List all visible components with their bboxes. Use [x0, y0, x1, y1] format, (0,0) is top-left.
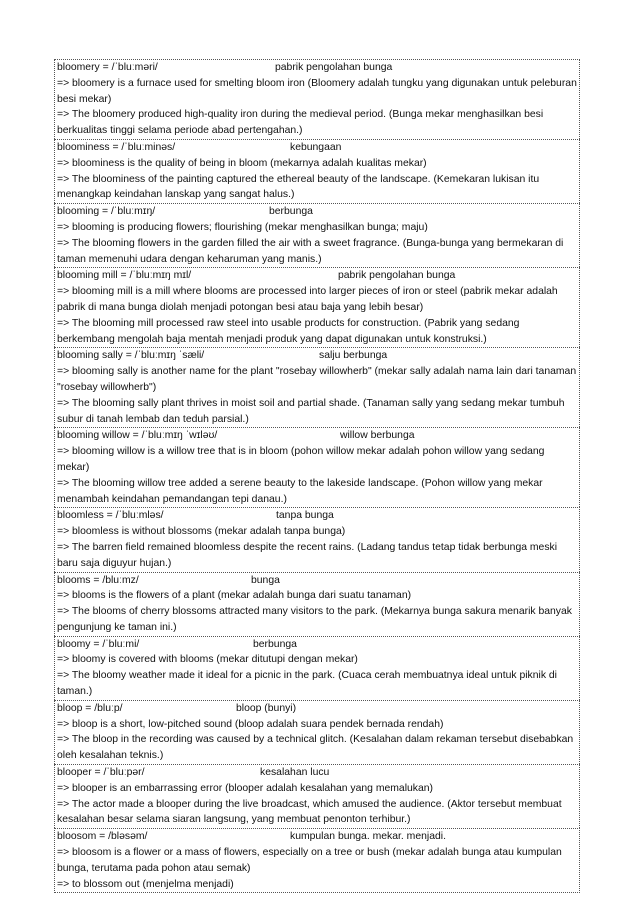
entry-translation: berbunga [269, 206, 313, 218]
entry-example: => The bloomery produced high-quality iron during the medieval period. (Bunga mekar menghasilkan besi berkualitas tinggi selama periode abad pertengahan.) [57, 109, 544, 137]
entry-bloominess [54, 139, 580, 203]
entry-example: => The blooming willow tree added a serene beauty to the lakeside landscape. (Pohon willow yang mekar menambah keindahan pemandangan tepi danau.) [57, 477, 543, 505]
entry-translation: salju berbunga [319, 350, 388, 362]
entry-term: bloomery = /ˈbluːməri/ [57, 62, 158, 73]
entry-definition: => bloominess is the quality of being in bloom (mekarnya adalah kualitas mekar) [57, 157, 427, 169]
entry-term: bloop = /bluːp/ [57, 702, 123, 714]
entry-term: blooms = /bluːmz/ [57, 574, 139, 586]
entry-definition: => bloomery is a furnace used for smelting bloom iron (Bloomery adalah tungku yang digunakan untuk peleburan besi mekar) [57, 77, 577, 105]
entry-translation: pabrik pengolahan bunga [275, 62, 393, 73]
entry-translation: bloop (bunyi) [236, 702, 297, 714]
entry-term: blooming willow = /ˈbluːmɪŋ ˈwɪləʊ/ [57, 430, 218, 442]
entry-bloop [54, 700, 580, 764]
entry-blooms [54, 572, 580, 636]
entry-blooming-mill [54, 267, 580, 347]
entry-definition: => bloomless is without blossoms (mekar adalah tanpa bunga) [57, 526, 346, 538]
entry-term: blooming mill = /ˈbluːmɪŋ mɪl/ [57, 270, 192, 282]
entry-example: => The bloop in the recording was caused by a technical glitch. (Kesalahan dalam rekaman tersebut disebabkan oleh kesalahan teknis.) [57, 734, 574, 762]
entry-translation: pabrik pengolahan bunga [338, 270, 456, 282]
entry-term: blooper = /ˈbluːpər/ [57, 767, 145, 779]
entry-term: bloomy = /ˈbluːmi/ [57, 638, 140, 650]
entry-bloosom [54, 828, 580, 893]
entry-bloomery [54, 59, 580, 139]
entry-example: => The bloominess of the painting captured the ethereal beauty of the landscape. (Kemekaran lukisan itu menangkap keindahan lanskap yang sangat halus.) [57, 173, 540, 201]
entry-term: bloosom = /bləsəm/ [57, 831, 148, 843]
entry-example: => The blooming sally plant thrives in moist soil and partial shade. (Tanaman sally yang sedang mekar tumbuh subur di tanah lembab dan teduh parsial.) [57, 397, 565, 425]
entry-definition: => blooming sally is another name for the plant "rosebay willowherb" (mekar sally adalah nama lain dari tanaman "rosebay willowherb") [57, 366, 577, 393]
entry-term: bloomless = /ˈbluːmləs/ [57, 510, 164, 522]
entry-term: bloominess = /ˈbluːminəs/ [57, 141, 176, 153]
entry-term: blooming sally = /ˈbluːmɪŋ ˈsæli/ [57, 350, 205, 362]
vocabulary-list [54, 59, 580, 893]
entry-example: => The actor made a blooper during the live broadcast, which amused the audience. (Aktor tersebut membuat kesalahan besar selama siaran langsung, yang membuat penonton terhibur.) [57, 798, 562, 826]
entry-example: => The blooming mill processed raw steel into usable products for construction. (Pabrik yang sedang berkembang mengolah baja mentah menjadi produk yang dapat digunakan untuk konstruksi.) [57, 317, 520, 345]
entry-definition: => bloomy is covered with blooms (mekar ditutupi dengan mekar) [57, 654, 358, 666]
entry-blooper [54, 764, 580, 828]
entry-example: => to blossom out (menjelma menjadi) [57, 878, 234, 890]
entry-example: => The bloomy weather made it ideal for a picnic in the park. (Cuaca cerah membuatnya ideal untuk piknik di taman.) [57, 670, 557, 698]
entry-blooming-sally [54, 347, 580, 427]
entry-translation: bunga [251, 574, 280, 586]
entry-translation: kumpulan bunga. mekar. menjadi. [290, 831, 446, 843]
entry-example: => The blooms of cherry blossoms attracted many visitors to the park. (Mekarnya bunga sakura menarik banyak pengunjung ke taman ini.) [57, 606, 572, 633]
entry-translation: kebungaan [290, 141, 342, 153]
entry-translation: berbunga [253, 638, 297, 650]
entry-bloomless [54, 507, 580, 571]
entry-example: => The blooming flowers in the garden filled the air with a sweet fragrance. (Bunga-bunga yang bermekaran di taman memenuhi udara dengan keharuman yang manis.) [57, 237, 564, 265]
entry-definition: => blooming mill is a mill where blooms are processed into larger pieces of iron or steel (pabrik mekar adalah pabrik di mana bunga diolah menjadi potongan besi atau baja yang lebih besar) [57, 286, 558, 313]
entry-bloomy [54, 636, 580, 700]
entry-translation: tanpa bunga [276, 510, 334, 522]
entry-blooming [54, 203, 580, 267]
entry-definition: => bloop is a short, low-pitched sound (bloop adalah suara pendek bernada rendah) [57, 718, 444, 730]
entry-definition: => blooming is producing flowers; flourishing (mekar menghasilkan bunga; maju) [57, 221, 428, 233]
entry-blooming-willow [54, 427, 580, 507]
entry-definition: => blooms is the flowers of a plant (mekar adalah bunga dari suatu tanaman) [57, 590, 412, 602]
entry-definition: => blooper is an embarrassing error (blooper adalah kesalahan yang memalukan) [57, 782, 434, 794]
entry-definition: => bloosom is a flower or a mass of flowers, especially on a tree or bush (mekar adalah bunga atau kumpulan bunga, terutama pada pohon atau semak) [57, 847, 562, 874]
entry-term: blooming = /ˈbluːmɪŋ/ [57, 206, 156, 218]
entry-translation: kesalahan lucu [260, 767, 330, 779]
entry-translation: willow berbunga [340, 430, 415, 442]
entry-example: => The barren field remained bloomless despite the recent rains. (Ladang tandus tetap tidak berbunga meski baru saja diguyur hujan.) [57, 541, 558, 569]
entry-definition: => blooming willow is a willow tree that is in bloom (pohon willow mekar adalah pohon willow yang sedang mekar) [57, 446, 545, 473]
